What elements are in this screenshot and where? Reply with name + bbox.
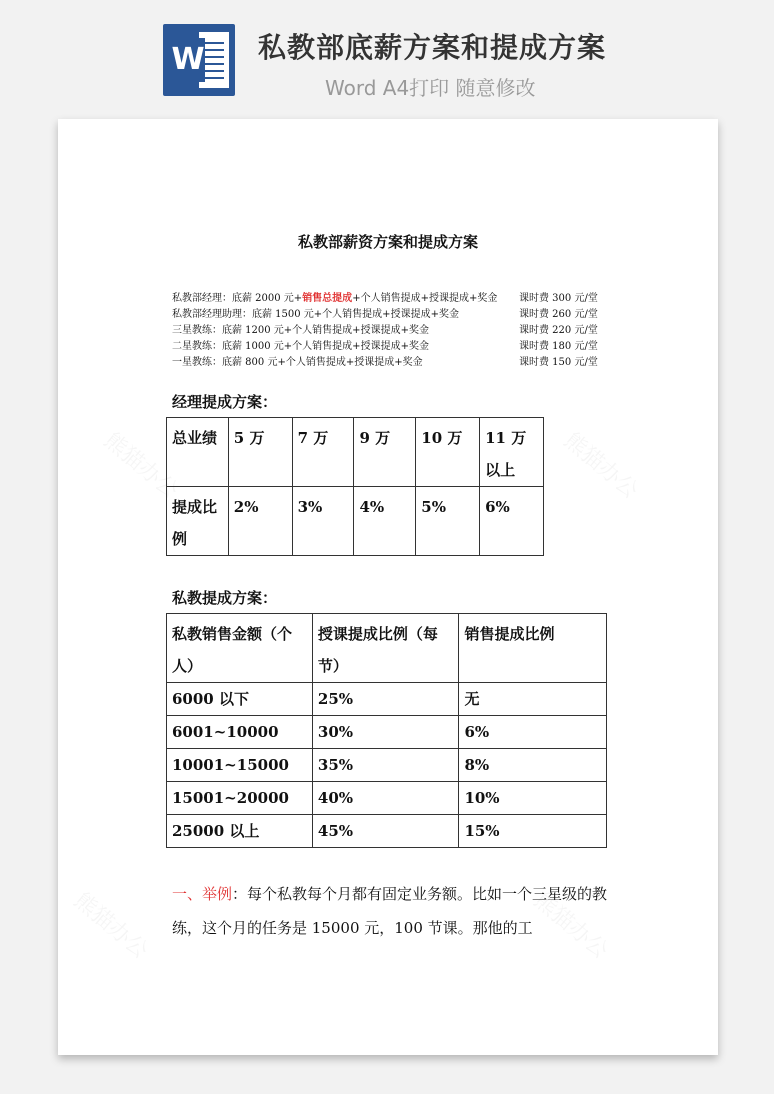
table-cell: 40%: [312, 782, 459, 815]
table-row: [167, 782, 607, 815]
salary-row: [172, 339, 602, 355]
salary-row-text: 三星教练：底薪 1200 元+个人销售提成+授课提成+奖金: [172, 325, 429, 336]
salary-row: [172, 307, 602, 323]
salary-row: [172, 355, 602, 371]
table-row: [167, 683, 607, 716]
salary-row-text: 私教部经理助理：底薪 1500 元+个人销售提成+授课提成+奖金: [172, 309, 459, 320]
table-cell: 35%: [312, 749, 459, 782]
table-cell: 15%: [459, 815, 607, 848]
word-document-icon: [163, 24, 235, 96]
table-header-cell: 销售提成比例: [459, 614, 607, 683]
watermark: [68, 884, 155, 964]
table-cell: 9 万: [354, 418, 416, 487]
table-cell: 5%: [416, 487, 480, 556]
table-header-row: [167, 614, 607, 683]
table-row: [167, 716, 607, 749]
table-cell: 45%: [312, 815, 459, 848]
salary-row-suffix: +个人销售提成+授课提成+奖金: [352, 293, 498, 304]
table-cell: 7 万: [292, 418, 354, 487]
table-cell: 8%: [459, 749, 607, 782]
table-cell: 5 万: [228, 418, 292, 487]
table-cell: 3%: [292, 487, 354, 556]
salary-row-fee: 课时费 180 元/堂: [519, 341, 598, 352]
document-title: 私教部薪资方案和提成方案: [297, 233, 478, 251]
table-row: [167, 815, 607, 848]
header-banner: [0, 0, 774, 118]
example-text: ：每个私教每个月都有固定业务额。比如一个三星级的教练，这个月的任务是 15000 元，100 节课。那他的工: [172, 885, 608, 937]
table-cell: 6%: [480, 487, 544, 556]
manager-section-label: 经理提成方案：: [172, 393, 278, 411]
table-cell: 4%: [354, 487, 416, 556]
table-cell: 提成比例: [167, 487, 229, 556]
word-icon-letter: W: [171, 38, 205, 82]
table-cell: 25000 以上: [167, 815, 313, 848]
salary-row-fee: 课时费 300 元/堂: [519, 293, 598, 304]
example-paragraph: [172, 877, 612, 945]
salary-row-text: 私教部经理：底薪 2000 元+: [172, 293, 303, 304]
table-header-cell: 授课提成比例（每节）: [312, 614, 459, 683]
table-cell: 总业绩: [167, 418, 229, 487]
table-cell: 15001~20000: [167, 782, 313, 815]
salary-row-fee: 课时费 260 元/堂: [519, 309, 598, 320]
table-cell: 30%: [312, 716, 459, 749]
table-cell: 10%: [459, 782, 607, 815]
banner-subtitle: Word A4打印 随意修改: [325, 76, 536, 100]
manager-commission-table: [166, 417, 544, 556]
trainer-commission-table: [166, 613, 607, 848]
table-row: [167, 418, 544, 487]
table-cell: 25%: [312, 683, 459, 716]
table-cell: 6001~10000: [167, 716, 313, 749]
salary-row: [172, 323, 602, 339]
banner-title: 私教部底薪方案和提成方案: [258, 31, 607, 64]
table-row: [167, 749, 607, 782]
table-header-cell: 私教销售金额（个人）: [167, 614, 313, 683]
salary-row-fee: 课时费 220 元/堂: [519, 325, 598, 336]
watermark: [558, 424, 645, 504]
table-cell: 6000 以下: [167, 683, 313, 716]
salary-list: [172, 291, 602, 371]
table-cell: 6%: [459, 716, 607, 749]
table-cell: 2%: [228, 487, 292, 556]
table-cell: 无: [459, 683, 607, 716]
salary-row: [172, 291, 602, 307]
table-cell: 10 万: [416, 418, 480, 487]
example-label: 一、举例: [172, 885, 233, 903]
table-cell: 10001~15000: [167, 749, 313, 782]
salary-row-highlight: 销售总提成: [302, 293, 353, 304]
document-page: [58, 119, 718, 1055]
salary-row-text: 一星教练：底薪 800 元+个人销售提成+授课提成+奖金: [172, 357, 423, 368]
trainer-section-label: 私教提成方案：: [172, 589, 278, 607]
table-cell: 11 万以上: [480, 418, 544, 487]
salary-row-fee: 课时费 150 元/堂: [519, 357, 598, 368]
table-row: [167, 487, 544, 556]
salary-row-text: 二星教练：底薪 1000 元+个人销售提成+授课提成+奖金: [172, 341, 429, 352]
